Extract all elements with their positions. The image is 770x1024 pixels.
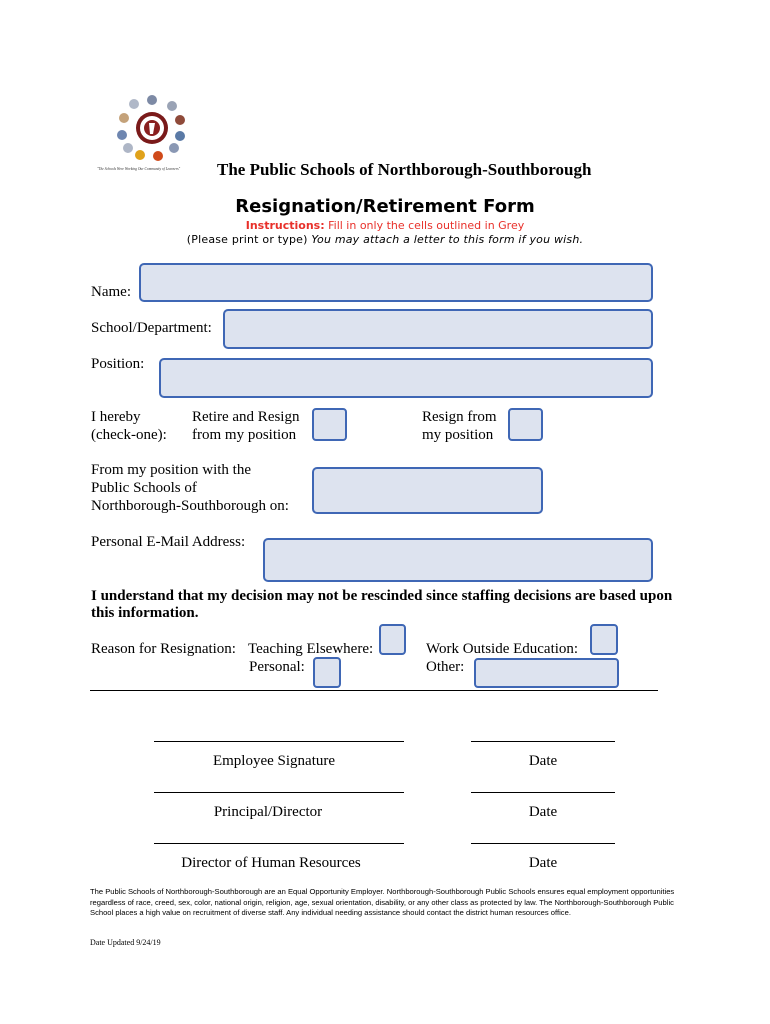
hereby-label-line1: I hereby [91, 409, 141, 425]
section-divider [90, 690, 658, 691]
employee-date-label: Date [528, 753, 558, 769]
form-title: Resignation/Retirement Form [235, 196, 535, 217]
teaching-elsewhere-checkbox[interactable] [379, 624, 406, 655]
email-field[interactable] [263, 538, 653, 582]
hr-director-date-label: Date [528, 855, 558, 871]
resign-option-line2: my position [422, 427, 494, 443]
district-seal-icon [100, 90, 200, 178]
print-note-italic: You may attach a letter to this form if you wish. [311, 233, 584, 246]
instructions-label: Instructions: [245, 219, 325, 232]
print-note [0, 233, 770, 246]
name-label: Name: [91, 284, 131, 300]
principal-date-line[interactable] [471, 792, 615, 793]
resign-checkbox[interactable] [508, 408, 543, 441]
other-label: Other: [426, 659, 465, 675]
school-department-field[interactable] [223, 309, 653, 349]
hr-director-date-line[interactable] [471, 843, 615, 844]
position-field[interactable] [159, 358, 653, 398]
school-department-label: School/Department: [91, 320, 212, 336]
employee-signature-label: Employee Signature [212, 753, 336, 769]
name-field[interactable] [139, 263, 653, 302]
retire-resign-checkbox[interactable] [312, 408, 347, 441]
employee-date-line[interactable] [471, 741, 615, 742]
position-label: Position: [91, 356, 145, 372]
instructions [0, 219, 770, 232]
retire-option-line2: from my position [192, 427, 297, 443]
resign-option-line1: Resign from [422, 409, 497, 425]
other-field[interactable] [474, 658, 619, 688]
retire-option-line1: Retire and Resign [192, 409, 300, 425]
understand-statement-line1: I understand that my decision may not be rescinded since staffing decisions are based upon [91, 588, 673, 604]
email-label: Personal E-Mail Address: [91, 534, 246, 550]
work-outside-education-checkbox[interactable] [590, 624, 618, 655]
principal-signature-label: Principal/Director [213, 804, 323, 820]
equal-opportunity-statement: The Public Schools of Northborough-Southborough are an Equal Opportunity Employer. Northborough-Southborough Public Schools ensures equal employment opportunities regardless of race, creed, sex, color, national origin, religion, age, sexual orientation, disability, or any other class as protected by law. The Northborough-Southborough Public School places a high value on recruitment of diverse staff. Any individual needing assistance should contact the district human resources office. [90, 887, 675, 917]
work-outside-education-label: Work Outside Education: [426, 641, 579, 657]
instructions-text: Fill in only the cells outlined in Grey [324, 219, 525, 232]
hereby-label-line2: (check-one): [91, 427, 167, 443]
reason-label: Reason for Resignation: [91, 641, 236, 657]
principal-signature-line[interactable] [154, 792, 404, 793]
date-updated: Date Updated 9/24/19 [90, 938, 161, 947]
teaching-elsewhere-label: Teaching Elsewhere: [248, 641, 374, 657]
understand-statement-line2: this information. [91, 605, 199, 621]
from-position-line2: Public Schools of [91, 480, 197, 496]
personal-checkbox[interactable] [313, 657, 341, 688]
personal-label: Personal: [249, 659, 305, 675]
principal-date-label: Date [528, 804, 558, 820]
print-note-text: (Please print or type) [186, 233, 312, 246]
hr-director-signature-line[interactable] [154, 843, 404, 844]
effective-date-field[interactable] [312, 467, 543, 514]
school-title: The Public Schools of Northborough-Southborough [217, 160, 592, 179]
employee-signature-line[interactable] [154, 741, 404, 742]
logo-tagline: "The Schools Were Working Our Community of Learners" [97, 167, 181, 171]
hr-director-signature-label: Director of Human Resources [181, 855, 361, 871]
from-position-line3: Northborough-Southborough on: [91, 498, 289, 514]
from-position-line1: From my position with the [91, 462, 252, 478]
district-logo [97, 90, 200, 178]
